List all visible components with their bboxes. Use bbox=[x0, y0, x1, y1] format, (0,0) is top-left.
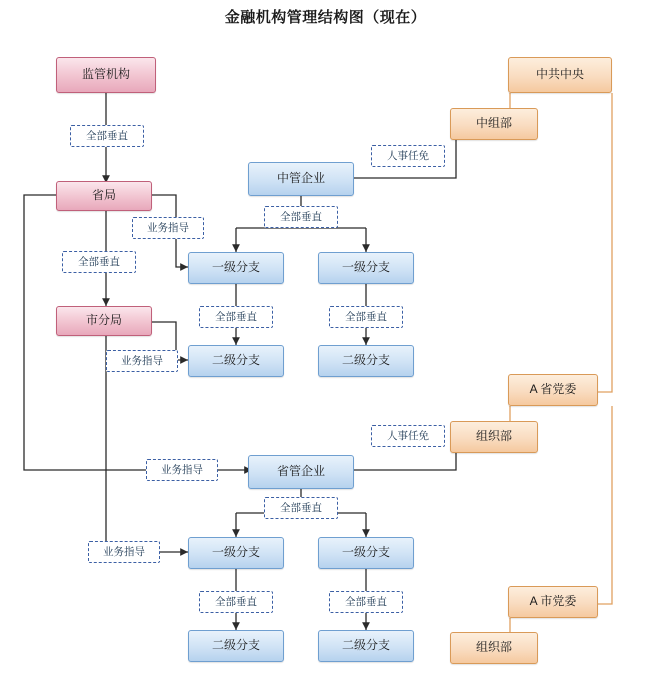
edge-label-ce-left-full-vertical: 全部垂直 bbox=[199, 306, 273, 328]
node-city-branch[interactable]: 市分局 bbox=[56, 306, 152, 336]
node-city-party[interactable]: A 市党委 bbox=[508, 586, 598, 618]
edge-label-personnel-1: 人事任免 bbox=[371, 145, 445, 167]
node-pe-branch2-right[interactable]: 二级分支 bbox=[318, 630, 414, 662]
node-pe-branch1-left[interactable]: 一级分支 bbox=[188, 537, 284, 569]
edge-label-full-vertical-2: 全部垂直 bbox=[62, 251, 136, 273]
edge-label-pe-right-full-vertical: 全部垂直 bbox=[329, 591, 403, 613]
node-city-org-dept[interactable]: 组织部 bbox=[450, 632, 538, 664]
edge-label-business-guide-1: 业务指导 bbox=[132, 217, 204, 239]
node-central-committee[interactable]: 中共中央 bbox=[508, 57, 612, 93]
edge-label-business-guide-3: 业务指导 bbox=[146, 459, 218, 481]
node-province-org-dept[interactable]: 组织部 bbox=[450, 421, 538, 453]
node-ce-branch1-left[interactable]: 一级分支 bbox=[188, 252, 284, 284]
node-pe-branch1-right[interactable]: 一级分支 bbox=[318, 537, 414, 569]
edge-label-personnel-2: 人事任免 bbox=[371, 425, 445, 447]
node-province-party[interactable]: A 省党委 bbox=[508, 374, 598, 406]
node-province-bureau[interactable]: 省局 bbox=[56, 181, 152, 211]
node-ce-branch2-right[interactable]: 二级分支 bbox=[318, 345, 414, 377]
node-ce-branch2-left[interactable]: 二级分支 bbox=[188, 345, 284, 377]
node-central-enterprise[interactable]: 中管企业 bbox=[248, 162, 354, 196]
edge-label-pe-full-vertical: 全部垂直 bbox=[264, 497, 338, 519]
edge-label-ce-right-full-vertical: 全部垂直 bbox=[329, 306, 403, 328]
node-central-org-dept[interactable]: 中组部 bbox=[450, 108, 538, 140]
node-pe-branch2-left[interactable]: 二级分支 bbox=[188, 630, 284, 662]
node-province-enterprise[interactable]: 省管企业 bbox=[248, 455, 354, 489]
edge-label-pe-left-full-vertical: 全部垂直 bbox=[199, 591, 273, 613]
edge-label-ce-full-vertical: 全部垂直 bbox=[264, 206, 338, 228]
node-ce-branch1-right[interactable]: 一级分支 bbox=[318, 252, 414, 284]
edge-label-business-guide-4: 业务指导 bbox=[88, 541, 160, 563]
edge-label-business-guide-2: 业务指导 bbox=[106, 350, 178, 372]
edge-label-full-vertical-1: 全部垂直 bbox=[70, 125, 144, 147]
node-regulator[interactable]: 监管机构 bbox=[56, 57, 156, 93]
page-title: 金融机构管理结构图（现在） bbox=[224, 9, 427, 26]
